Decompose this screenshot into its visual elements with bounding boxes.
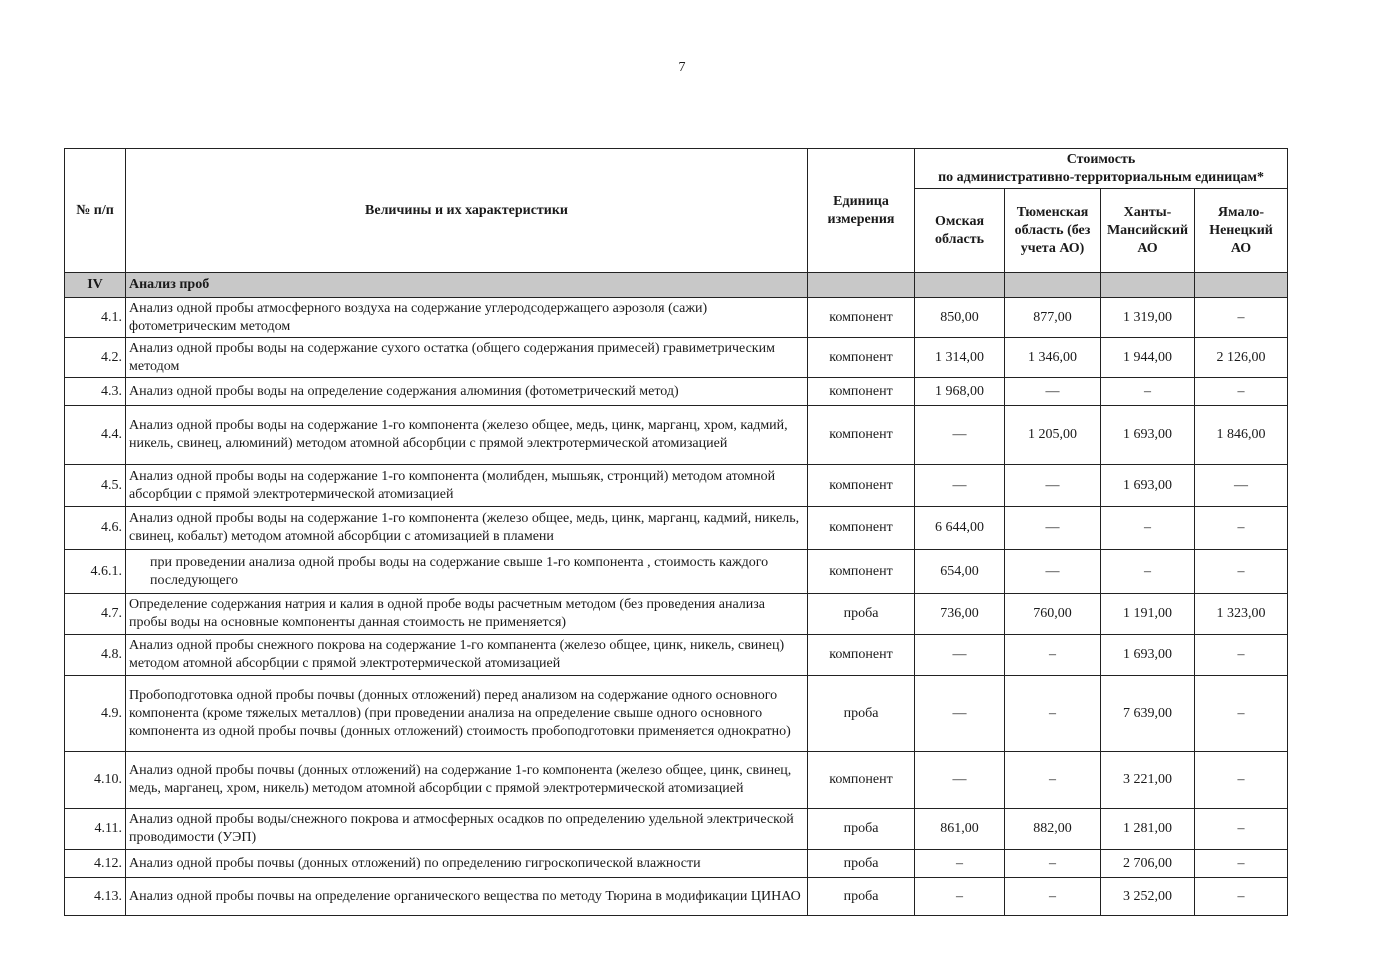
price-omsk: 850,00 [915,298,1005,338]
row-unit: компонент [808,635,915,676]
row-number: 4.5. [65,465,126,507]
header-region-khmao: Ханты-Мансийский АО [1101,189,1195,273]
header-num: № п/п [65,149,126,273]
table-row [65,752,1288,809]
section-cell [1005,273,1101,298]
price-tyumen: 877,00 [1005,298,1101,338]
header-region-omsk: Омская область [915,189,1005,273]
price-tyumen: — [1005,550,1101,594]
section-title: Анализ проб [126,273,808,298]
price-tyumen: – [1005,850,1101,878]
row-unit: проба [808,809,915,850]
header-unit: Единица измерения [808,149,915,273]
row-description: Анализ одной пробы почвы (донных отложений) на содержание 1-го компонента (железо общее, цинк, свинец, медь, марганец, хром, никель) методом атомной абсорбции с прямой электротермической атомизацией [126,752,808,809]
price-khmao: – [1101,550,1195,594]
section-cell [808,273,915,298]
row-description: Анализ одной пробы воды на содержание сухого остатка (общего содержания примесей) гравиметрическим методом [126,338,808,378]
row-description: Анализ одной пробы атмосферного воздуха на содержание углеродсодержащего аэрозоля (сажи) фотометрическим методом [126,298,808,338]
row-number: 4.7. [65,594,126,635]
row-description: Определение содержания натрия и калия в одной пробе воды расчетным методом (без проведения анализа пробы воды на основные компоненты данная стоимость не применяется) [126,594,808,635]
row-unit: компонент [808,752,915,809]
price-omsk: 861,00 [915,809,1005,850]
price-omsk: — [915,752,1005,809]
row-number: 4.1. [65,298,126,338]
price-omsk: 736,00 [915,594,1005,635]
table-row [65,507,1288,550]
row-description: Анализ одной пробы почвы на определение органического вещества по методу Тюрина в модификации ЦИНАО [126,878,808,916]
row-number: 4.6.1. [65,550,126,594]
price-omsk: 1 968,00 [915,378,1005,406]
price-tyumen: – [1005,676,1101,752]
row-unit: компонент [808,406,915,465]
table-row [65,465,1288,507]
price-khmao: 1 693,00 [1101,635,1195,676]
price-omsk: 654,00 [915,550,1005,594]
row-number: 4.10. [65,752,126,809]
section-cell [1101,273,1195,298]
price-tyumen: – [1005,635,1101,676]
price-khmao: 1 281,00 [1101,809,1195,850]
row-description: Анализ одной пробы воды на содержание 1-го компонента (железо общее, медь, цинк, марганц, кадмий, никель, свинец, кобальт) методом атомной абсорбции с атомизацией в пламени [126,507,808,550]
row-unit: компонент [808,550,915,594]
price-tyumen: – [1005,878,1101,916]
row-number: 4.9. [65,676,126,752]
header-region-tyumen: Тюменская область (без учета АО) [1005,189,1101,273]
price-tyumen: 760,00 [1005,594,1101,635]
page-number: 7 [678,60,686,75]
row-number: 4.11. [65,809,126,850]
price-khmao: 3 252,00 [1101,878,1195,916]
row-description: Анализ одной пробы воды на определение содержания алюминия (фотометрический метод) [126,378,808,406]
price-khmao: – [1101,507,1195,550]
row-description: при проведении анализа одной пробы воды на содержание свыше 1-го компонента , стоимость каждого последующего [126,550,808,594]
row-unit: компонент [808,338,915,378]
price-ynao: 1 323,00 [1195,594,1288,635]
price-tyumen: — [1005,378,1101,406]
section-cell [915,273,1005,298]
price-omsk: 1 314,00 [915,338,1005,378]
row-number: 4.12. [65,850,126,878]
row-description: Анализ одной пробы воды/снежного покрова и атмосферных осадков по определению удельной электрической проводимости (УЭП) [126,809,808,850]
price-omsk: — [915,465,1005,507]
price-tyumen: – [1005,752,1101,809]
price-tyumen: 1 346,00 [1005,338,1101,378]
row-number: 4.3. [65,378,126,406]
row-unit: компонент [808,465,915,507]
row-unit: компонент [808,507,915,550]
table-body [65,273,1288,916]
row-description: Анализ одной пробы почвы (донных отложений) по определению гигроскопической влажности [126,850,808,878]
row-unit: проба [808,850,915,878]
price-tyumen: 1 205,00 [1005,406,1101,465]
price-ynao: – [1195,752,1288,809]
price-omsk: 6 644,00 [915,507,1005,550]
price-khmao: 7 639,00 [1101,676,1195,752]
row-number: 4.6. [65,507,126,550]
row-description: Пробоподготовка одной пробы почвы (донных отложений) перед анализом на содержание одного основного компонента (кроме тяжелых металлов) (при проведении анализа на определение свыше одного основного компонента из одной пробы почвы (донных отложений) стоимость пробоподготовки применяется однократно) [126,676,808,752]
price-ynao: – [1195,507,1288,550]
table-row [65,298,1288,338]
row-number: 4.4. [65,406,126,465]
section-row [65,273,1288,298]
price-tyumen: — [1005,465,1101,507]
price-tyumen: — [1005,507,1101,550]
table-row [65,406,1288,465]
price-omsk: – [915,850,1005,878]
price-khmao: 1 191,00 [1101,594,1195,635]
price-khmao: 2 706,00 [1101,850,1195,878]
row-number: 4.8. [65,635,126,676]
row-description: Анализ одной пробы воды на содержание 1-го компонента (молибден, мышьяк, стронций) методом атомной абсорбции с прямой электротермической атомизацией [126,465,808,507]
price-ynao: – [1195,550,1288,594]
table-row [65,594,1288,635]
row-unit: проба [808,676,915,752]
price-ynao: – [1195,809,1288,850]
price-khmao: 1 319,00 [1101,298,1195,338]
price-omsk: — [915,406,1005,465]
row-unit: компонент [808,298,915,338]
price-omsk: — [915,676,1005,752]
price-ynao: — [1195,465,1288,507]
price-table [64,148,1288,916]
row-unit: компонент [808,378,915,406]
section-cell [1195,273,1288,298]
price-khmao: 1 693,00 [1101,465,1195,507]
row-number: 4.2. [65,338,126,378]
table-row [65,878,1288,916]
header-cost-title: Стоимость [1066,151,1136,167]
table-row [65,550,1288,594]
table-row [65,676,1288,752]
table-row [65,850,1288,878]
table-row [65,809,1288,850]
price-khmao: 1 693,00 [1101,406,1195,465]
price-khmao: 1 944,00 [1101,338,1195,378]
row-unit: проба [808,878,915,916]
price-ynao: 1 846,00 [1195,406,1288,465]
table-row [65,378,1288,406]
price-ynao: – [1195,298,1288,338]
row-unit: проба [808,594,915,635]
header-region-ynao: Ямало-Ненецкий АО [1195,189,1288,273]
price-ynao: – [1195,878,1288,916]
section-number: IV [65,273,126,298]
row-number: 4.13. [65,878,126,916]
price-ynao: – [1195,378,1288,406]
row-description: Анализ одной пробы снежного покрова на содержание 1-го компанента (железо общее, цинк, никель, свинец) методом атомной абсорбции с прямой электротермической атомизацией [126,635,808,676]
table-row [65,635,1288,676]
header-cost-subtitle: по административно-территориальным единицам* [938,169,1264,185]
price-omsk: — [915,635,1005,676]
header-cost [915,149,1288,189]
row-description: Анализ одной пробы воды на содержание 1-го компонента (железо общее, медь, цинк, марганц, хром, кадмий, никель, свинец, алюминий) методом атомной абсорбции с прямой электротермической атомизацией [126,406,808,465]
price-ynao: – [1195,676,1288,752]
price-khmao: – [1101,378,1195,406]
table-row [65,338,1288,378]
price-omsk: – [915,878,1005,916]
price-ynao: – [1195,635,1288,676]
header-description: Величины и их характеристики [126,149,808,273]
price-ynao: – [1195,850,1288,878]
price-tyumen: 882,00 [1005,809,1101,850]
price-khmao: 3 221,00 [1101,752,1195,809]
price-ynao: 2 126,00 [1195,338,1288,378]
